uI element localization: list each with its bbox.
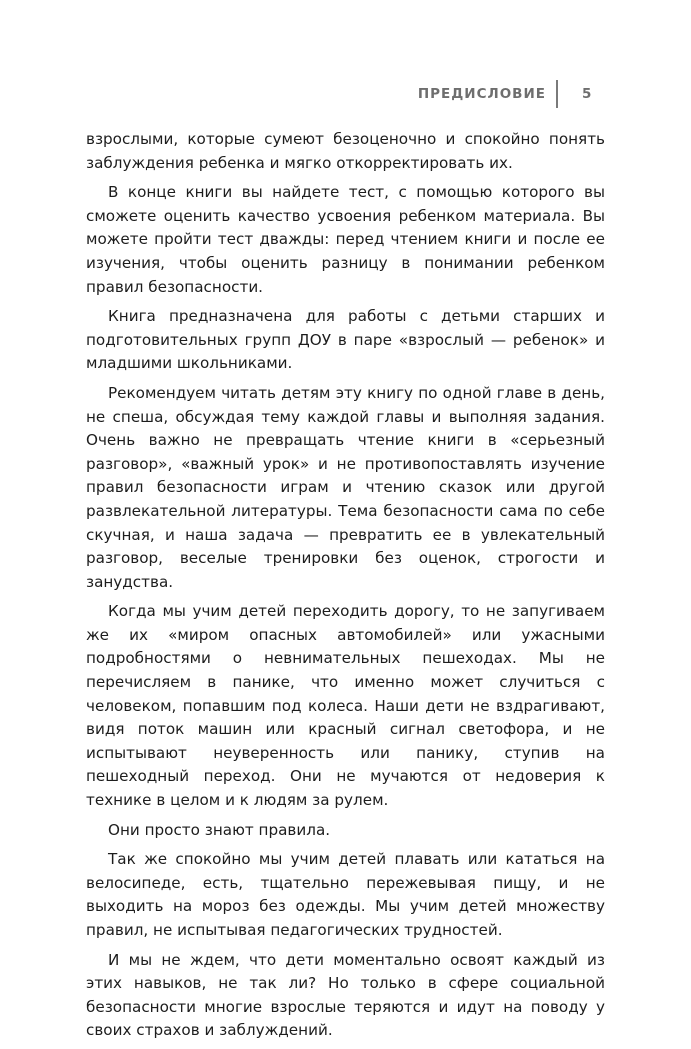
running-head [0, 80, 691, 110]
paragraph-reading-advice: Рекомендуем читать детям эту книгу по одной главе в день, не спеша, обсуждая тему каждой главы и выполняя задания. Очень важно не превращать чтение книги в «серьезный разговор», «важный урок» и не противопоставлять изучение правил безопасности играм и чтению сказок или другой развлекательной литературы. Тема безопасности сама по себе скучная, и наша задача — превратить ее в увлекательный разговор, веселые тренировки без оценок, строгости и занудства. [86, 383, 605, 591]
paragraph-test-info: В конце книги вы найдете тест, с помощью которого вы сможете оценить качество усвоения ребенком материала. Вы можете пройти тест дважды: перед чтением книги и после ее изучения, чтобы оценить разницу в понимании ребенком правил безопасности. [86, 183, 605, 296]
section-title: ПРЕДИСЛОВИЕ [417, 86, 546, 102]
paragraph-audience: Книга предназначена для работы с детьми старших и подготовительных групп ДОУ в паре «взрослый — ребенок» и младшими школьниками. [86, 307, 605, 373]
paragraph-road-example: Когда мы учим детей переходить дорогу, то не запугиваем же их «миром опасных автомобилей» или ужасными подробностями о невнимательных пешеходах. Мы не перечисляем в панике, что именно может случиться с человеком, попавшим под колеса. Наши дети не вздрагивают, видя поток машин или красный сигнал светофора, и не испытывают неуверенность или панику, ступив на пешеходный переход. Они не мучаются от недоверия к технике в целом и к людям за рулем. [86, 602, 605, 810]
paragraph-other-skills: Так же спокойно мы учим детей плавать или кататься на велосипеде, есть, тщательно пережевывая пищу, и не выходить на мороз без одежды. Мы учим детей множеству правил, не испытывая педагогических трудностей. [86, 850, 605, 939]
page-number: 5 [582, 86, 592, 102]
paragraph-social-safety: И мы не ждем, что дети моментально освоят каждый из этих навыков, не так ли? Но только в сфере социальной безопасности многие взрослые теряются и идут на поводу у своих страхов и заблуждений. [86, 950, 605, 1040]
body-text [86, 128, 605, 1049]
paragraph-rules: Они просто знают правила. [108, 820, 331, 839]
paragraph-continuation: взрослыми, которые сумеют безоценочно и спокойно понять заблуждения ребенка и мягко откорректировать их. [86, 130, 605, 172]
header-divider [556, 80, 558, 108]
